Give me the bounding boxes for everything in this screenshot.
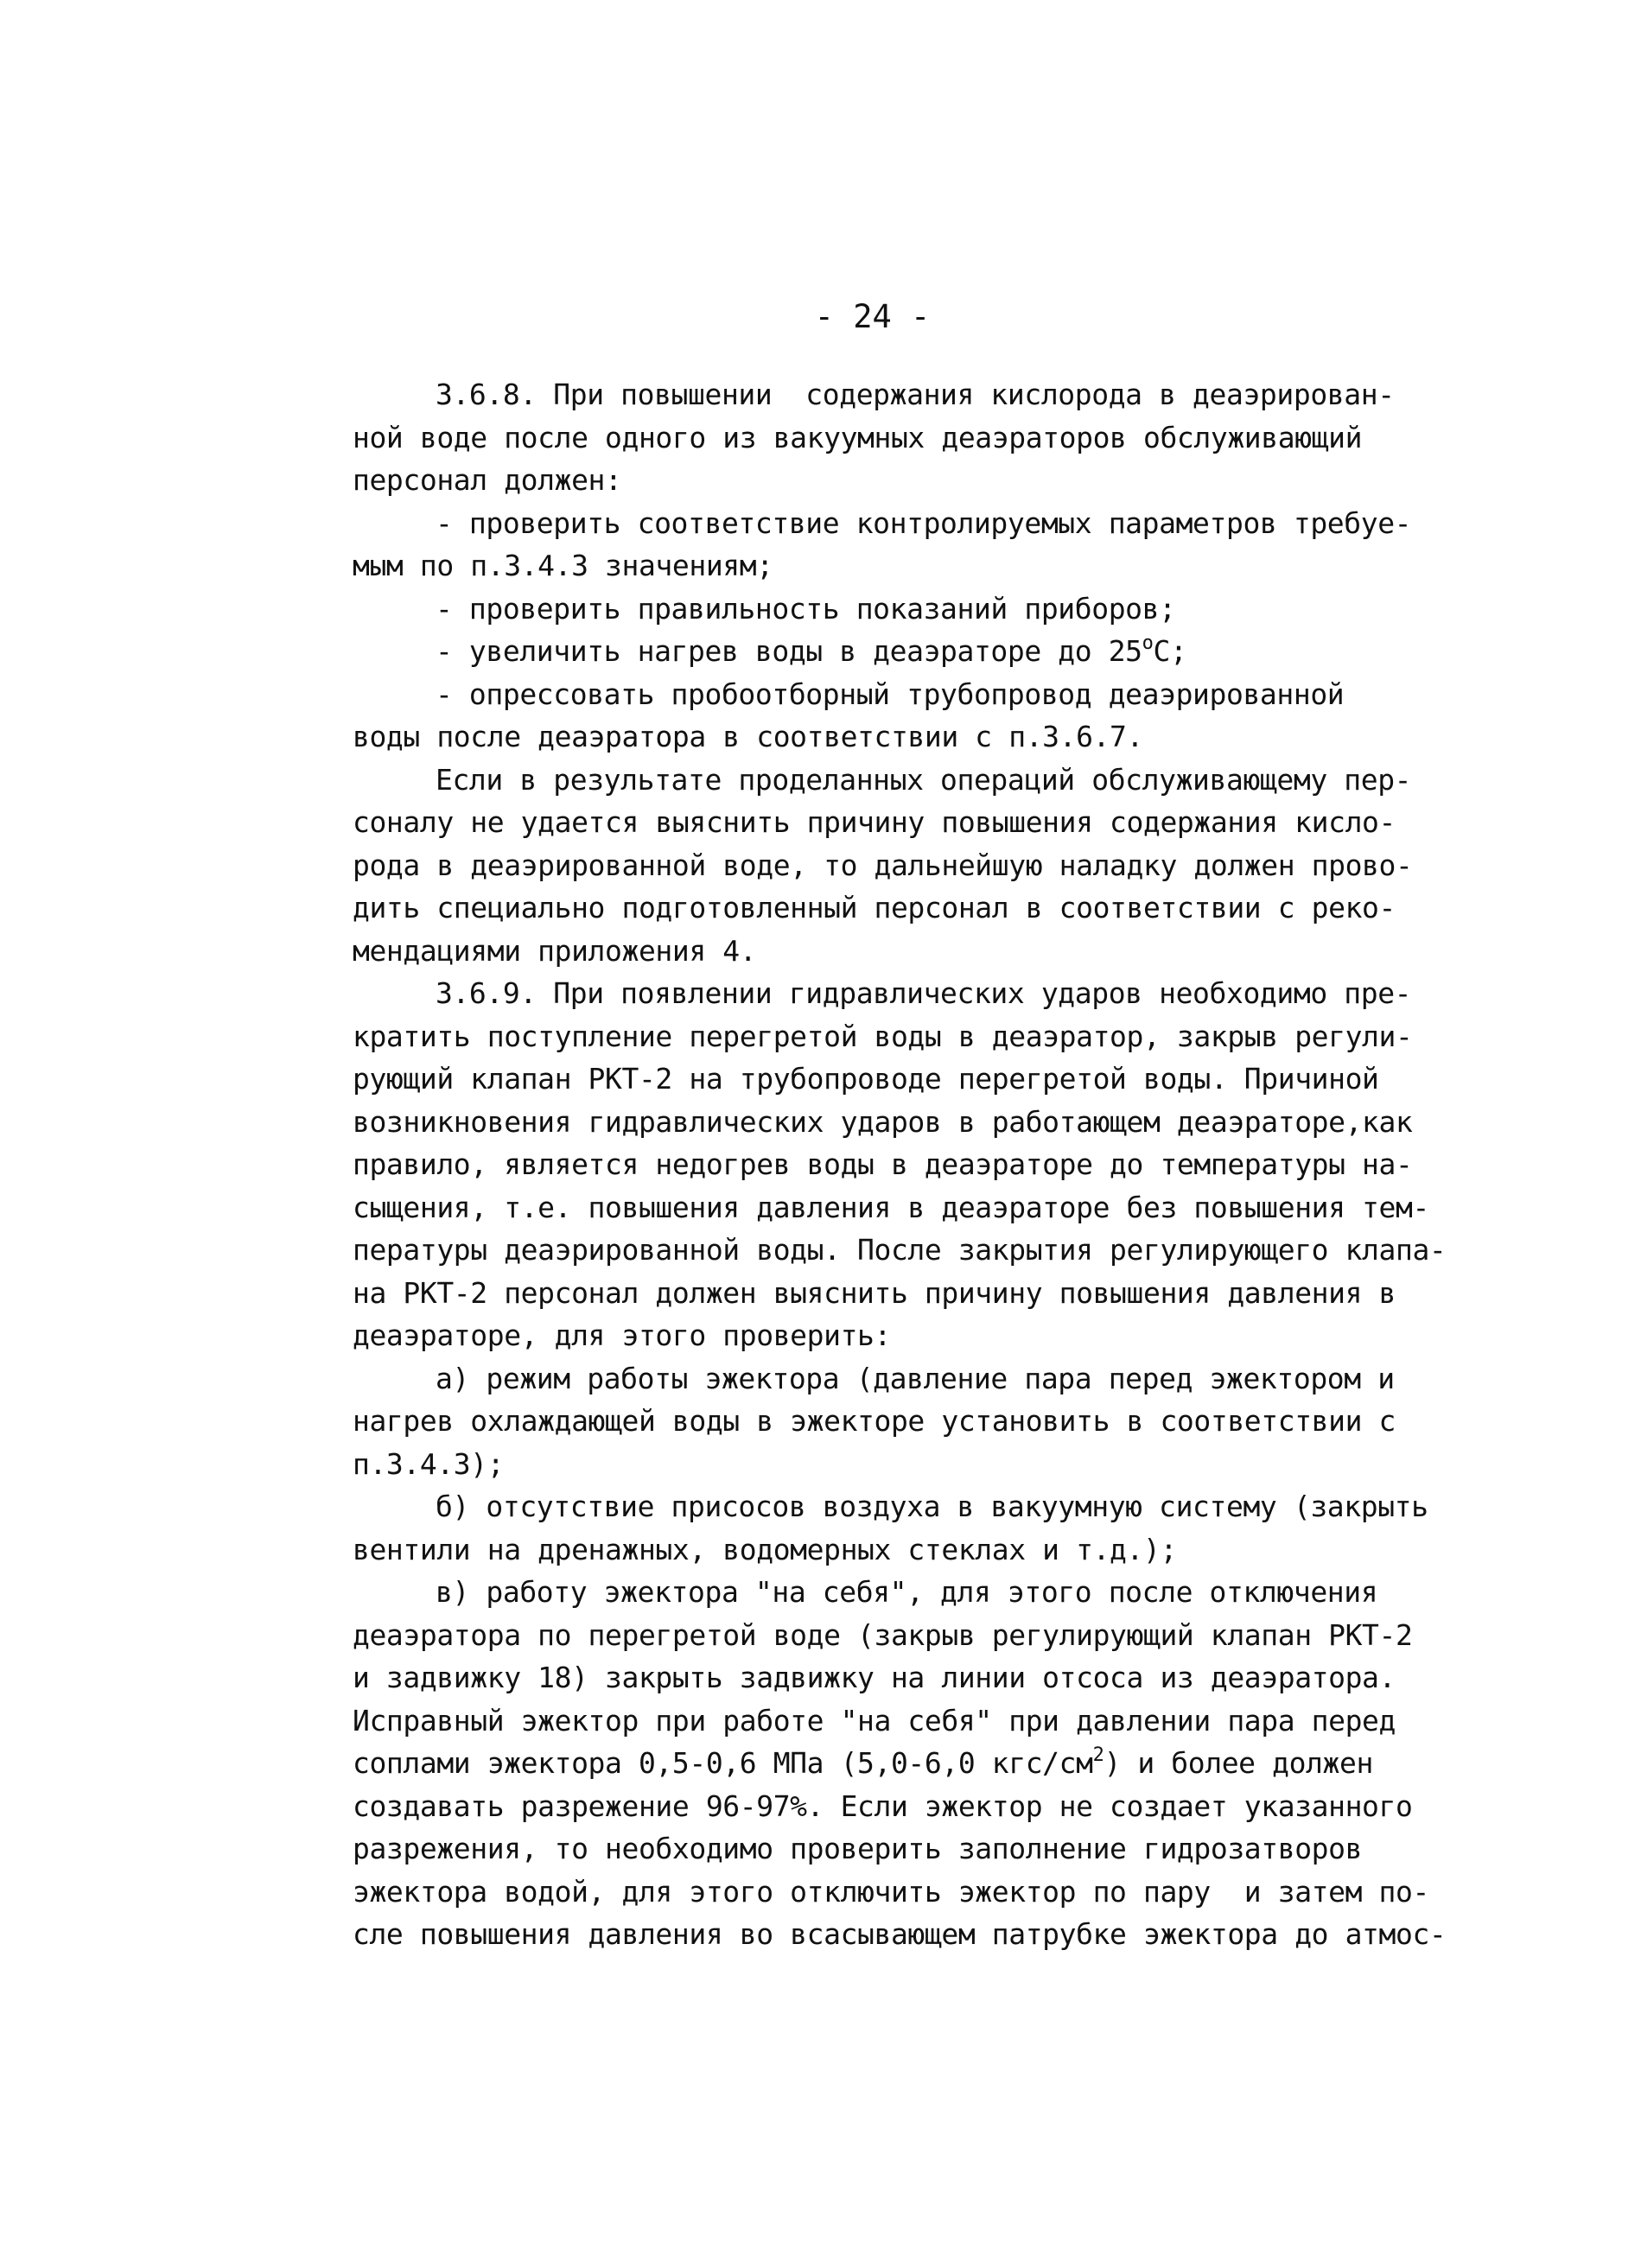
text-line-content: на РКТ-2 персонал должен выяснить причину повышения давления в: [353, 1275, 1396, 1310]
text-line: [353, 930, 1493, 973]
text-line-content: соналу не удается выяснить причину повышения содержания кисло-: [353, 805, 1396, 839]
text-line: [353, 844, 1493, 887]
text-line: [353, 1827, 1493, 1871]
text-line-content: 3.6.9. При появлении гидравлических ударов необходимо пре-: [436, 976, 1412, 1010]
text-line-continuation: ) и более должен: [1104, 1746, 1373, 1780]
text-line-content: сыщения, т.е. повышения давления в деаэраторе без повышения тем-: [353, 1190, 1429, 1224]
text-line: [353, 1485, 1493, 1528]
text-line-content: - увеличить нагрев воды в деаэраторе до 25: [436, 634, 1142, 668]
text-line: [353, 1614, 1493, 1657]
text-line-content: разрежения, то необходимо проверить заполнение гидрозатворов: [353, 1832, 1363, 1865]
text-line: [353, 1186, 1493, 1229]
text-line: [353, 1357, 1493, 1401]
text-line-content: рода в деаэрированной воде, то дальнейшую наладку должен прово-: [353, 848, 1413, 882]
text-line: [353, 1101, 1493, 1144]
text-line-content: - проверить соответствие контролируемых параметров требуе-: [436, 505, 1412, 540]
document-body: [353, 373, 1493, 1956]
text-line: [353, 801, 1493, 844]
text-line-content: - проверить правильность показаний приборов;: [436, 591, 1176, 626]
text-line-content: б) отсутствие присосов воздуха в вакуумную систему (закрыть: [436, 1490, 1428, 1523]
text-line-content: мендациями приложения 4.: [353, 933, 757, 968]
text-line-content: Исправный эжектор при работе "на себя" при давлении пара перед: [353, 1703, 1396, 1738]
text-line: [353, 1871, 1493, 1914]
page-number: - 24 -: [814, 298, 931, 335]
text-line: [353, 759, 1493, 802]
text-line-continuation: С;: [1153, 634, 1187, 668]
text-line-content: 3.6.8. При повышении содержания кислорода в деаэрирован-: [436, 378, 1395, 411]
text-line-content: сле повышения давления во всасывающем патрубке эжектора до атмос-: [353, 1917, 1447, 1951]
text-line-content: кратить поступление перегретой воды в деаэратор, закрыв регули-: [353, 1019, 1413, 1053]
text-line: [353, 1443, 1493, 1486]
text-line-content: пературы деаэрированной воды. После закрытия регулирующего клапа-: [353, 1233, 1447, 1267]
text-line-content: и задвижку 18) закрыть задвижку на линии отсоса из деаэратора.: [353, 1661, 1396, 1694]
text-line: [353, 502, 1493, 545]
text-line: [353, 1528, 1493, 1572]
text-line: [353, 630, 1493, 673]
text-line: [353, 1571, 1493, 1614]
text-line: [353, 1272, 1493, 1315]
text-line-content: рующий клапан РКТ-2 на трубопроводе перегретой воды. Причиной: [353, 1062, 1379, 1096]
text-line-content: деаэратора по перегретой воде (закрыв регулирующий клапан РКТ-2: [353, 1617, 1413, 1652]
text-line: [353, 1742, 1493, 1785]
text-line: [353, 715, 1493, 759]
text-line-content: в) работу эжектора "на себя", для этого после отключения: [436, 1575, 1378, 1609]
text-line-content: создавать разрежение 96-97%. Если эжектор не создает указанного: [353, 1788, 1413, 1823]
text-line: [353, 1656, 1493, 1699]
superscript: 2: [1092, 1744, 1104, 1766]
text-line-content: а) режим работы эжектора (давление пара перед эжектором и: [436, 1361, 1395, 1395]
text-line-content: - опрессовать пробоотборный трубопровод деаэрированной: [436, 677, 1345, 711]
text-line: [353, 886, 1493, 930]
text-line: [353, 416, 1493, 460]
text-line-content: мым по п.3.4.3 значениям;: [353, 549, 773, 582]
text-line-content: деаэраторе, для этого проверить:: [353, 1318, 891, 1352]
text-line-content: возникновения гидравлических ударов в работающем деаэраторе,как: [353, 1104, 1413, 1139]
text-line: [353, 1143, 1493, 1186]
text-line-content: нагрев охлаждающей воды в эжекторе установить в соответствии с: [353, 1404, 1396, 1438]
text-line: [353, 1015, 1493, 1058]
text-line: [353, 1400, 1493, 1443]
text-line: [353, 544, 1493, 588]
superscript: о: [1142, 632, 1154, 654]
text-line-content: правило, является недогрев воды в деаэраторе до температуры на-: [353, 1147, 1413, 1181]
text-line-content: персонал должен:: [353, 463, 622, 497]
text-line: [353, 673, 1493, 716]
text-line-content: соплами эжектора 0,5-0,6 МПа (5,0-6,0 кгс/см: [353, 1746, 1093, 1780]
text-line: [353, 373, 1493, 416]
text-line: [353, 588, 1493, 631]
text-line: [353, 1314, 1493, 1357]
text-line-content: п.3.4.3);: [353, 1446, 505, 1481]
text-line-content: вентили на дренажных, водомерных стеклах и т.д.);: [353, 1532, 1177, 1566]
text-line-content: воды после деаэратора в соответствии с п.3.6.7.: [353, 720, 1143, 753]
text-line-content: Если в результате проделанных операций обслуживающему пер-: [436, 762, 1412, 797]
text-line: [353, 1699, 1493, 1743]
text-line: [353, 1058, 1493, 1101]
text-line-content: эжектора водой, для этого отключить эжектор по пару и затем по-: [353, 1874, 1429, 1909]
text-line: [353, 1913, 1493, 1956]
text-line: [353, 1785, 1493, 1828]
text-line: [353, 1229, 1493, 1272]
text-line-content: дить специально подготовленный персонал в соответствии с реко-: [353, 891, 1396, 924]
text-line: [353, 459, 1493, 502]
text-line-content: ной воде после одного из вакуумных деаэраторов обслуживающий: [353, 420, 1363, 454]
text-line: [353, 972, 1493, 1015]
